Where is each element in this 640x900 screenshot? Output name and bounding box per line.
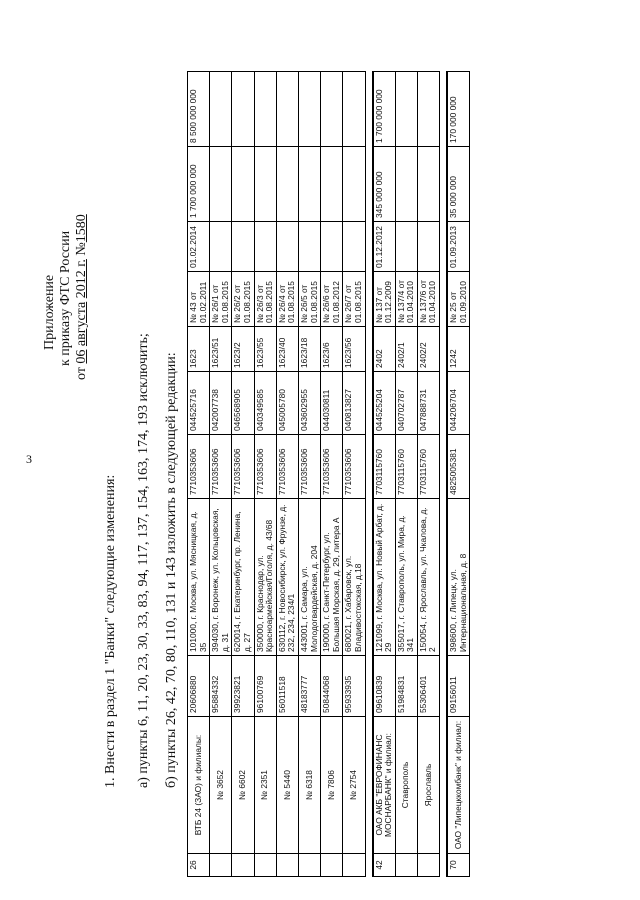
appendix-year: 2012 г. [74, 259, 89, 299]
total-amount: 170 000 000 [447, 72, 470, 147]
row-number: 42 [373, 854, 396, 877]
separator-cell [440, 72, 448, 877]
guarantee-amount [343, 147, 365, 222]
banks-table [187, 71, 470, 877]
bik-code: 042007738 [210, 372, 232, 435]
total-amount [232, 72, 254, 147]
expiry-date: 01.12.2012 [373, 222, 396, 272]
bank-name: ОАО "Липецккомбанк" и филиал: [447, 717, 470, 854]
agreement-number: № 26/5 от 01.08.2015 [298, 272, 320, 327]
bank-address: 630112, г. Новосибирск, ул. Фрунзе, д. 232, 234, 234/1 [276, 499, 298, 656]
guarantee-amount [321, 147, 343, 222]
bank-name: № 6318 [298, 717, 320, 854]
bank-name: Ярославль [417, 717, 439, 854]
group-separator [365, 72, 373, 877]
table-row [395, 72, 417, 877]
okpo-code: 09610839 [373, 656, 396, 717]
bank-address: 355017, г. Ставрополь, ул. Мира, д. 341 [395, 499, 417, 656]
inn-code: 7710353606 [232, 435, 254, 499]
row-number [343, 854, 365, 877]
row-number [254, 854, 276, 877]
guarantee-amount [232, 147, 254, 222]
license-number: 1623/18 [298, 327, 320, 372]
inn-code: 7710353606 [321, 435, 343, 499]
bik-code: 044525204 [373, 372, 396, 435]
bik-code: 046568905 [232, 372, 254, 435]
bik-code: 043602955 [298, 372, 320, 435]
table-row [298, 72, 320, 877]
bank-name: ОАО АКБ "ЕВРОФИНАНС МОСНАРБАНК" и филиал: [373, 717, 396, 854]
table-row [373, 72, 396, 877]
inn-code: 7710353606 [188, 435, 210, 499]
okpo-code: 20606880 [188, 656, 210, 717]
expiry-date [321, 222, 343, 272]
inn-code: 7710353606 [254, 435, 276, 499]
bik-code: 044525716 [188, 372, 210, 435]
appendix-number-prefix: № [74, 242, 89, 256]
inn-code: 7703115760 [373, 435, 396, 499]
total-amount: 1 700 000 000 [373, 72, 396, 147]
okpo-code: 95884332 [210, 656, 232, 717]
expiry-date [232, 222, 254, 272]
bank-name: № 2351 [254, 717, 276, 854]
row-number [417, 854, 439, 877]
guarantee-amount [298, 147, 320, 222]
intro-line-1: 1. Внести в раздел 1 "Банки" следующие изменения: [103, 474, 118, 788]
agreement-number: № 26/7 от 01.08.2015 [343, 272, 365, 327]
expiry-date: 01.02.2014 [188, 222, 210, 272]
bik-code: 044030811 [321, 372, 343, 435]
license-number: 1623/40 [276, 327, 298, 372]
inn-code: 7703115760 [417, 435, 439, 499]
bank-name: Ставрополь [395, 717, 417, 854]
bik-code: 047888731 [417, 372, 439, 435]
total-amount [276, 72, 298, 147]
bik-code: 044206704 [447, 372, 470, 435]
agreement-number: № 137/6 от 01.04.2010 [417, 272, 439, 327]
bank-address: 443001, г. Самара, ул. Молодогвардейская, д. 204 [298, 499, 320, 656]
bik-code: 040813827 [343, 372, 365, 435]
license-number: 2402/2 [417, 327, 439, 372]
expiry-date [395, 222, 417, 272]
agreement-number: № 25 от 01.09.2010 [447, 272, 470, 327]
okpo-code: 48183777 [298, 656, 320, 717]
license-number: 1623/51 [210, 327, 232, 372]
appendix-month: августа [74, 301, 89, 347]
total-amount [321, 72, 343, 147]
inn-code: 7710353606 [276, 435, 298, 499]
row-number [232, 854, 254, 877]
table-row [343, 72, 365, 877]
appendix-date-prefix: от [74, 363, 89, 380]
table-row [232, 72, 254, 877]
agreement-number: № 43 от 01.02.2011 [188, 272, 210, 327]
appendix-order-ref: к приказу ФТС России [58, 230, 73, 366]
license-number: 1623 [188, 327, 210, 372]
license-number: 1623/6 [321, 327, 343, 372]
bank-address: 394030, г. Воронеж, ул. Кольцовская, д. 31 [210, 499, 232, 656]
inn-code: 4825005381 [447, 435, 470, 499]
bik-code: 040702787 [395, 372, 417, 435]
license-number: 1623/55 [254, 327, 276, 372]
license-number: 1623/56 [343, 327, 365, 372]
row-number [298, 854, 320, 877]
bank-address: 150054, г. Ярославль, ул. Чкалова, д. 2 [417, 499, 439, 656]
total-amount [298, 72, 320, 147]
inn-code: 7710353606 [298, 435, 320, 499]
inn-code: 7710353606 [210, 435, 232, 499]
okpo-code: 56011518 [276, 656, 298, 717]
separator-cell [365, 72, 373, 877]
bik-code: 040349585 [254, 372, 276, 435]
total-amount: 8 500 000 000 [188, 72, 210, 147]
expiry-date [298, 222, 320, 272]
okpo-code: 09156011 [447, 656, 470, 717]
total-amount [210, 72, 232, 147]
appendix-number: 1580 [74, 214, 89, 243]
inn-code: 7703115760 [395, 435, 417, 499]
bank-address: 620014, г. Екатеринбург, пр. Ленина, д. 27 [232, 499, 254, 656]
expiry-date [343, 222, 365, 272]
license-number: 2402 [373, 327, 396, 372]
okpo-code: 96100769 [254, 656, 276, 717]
bank-address: 350000, г. Краснодар, ул. Красноармейская/Гоголя, д. 43/68 [254, 499, 276, 656]
bank-address: 680021, г. Хабаровск, ул. Владивостокская, д.18 [343, 499, 365, 656]
appendix-header [42, 214, 90, 380]
agreement-number: № 137 от 01.12.2009 [373, 272, 396, 327]
expiry-date [417, 222, 439, 272]
okpo-code: 51984831 [395, 656, 417, 717]
agreement-number: № 26/6 от 01.08.2012 [321, 272, 343, 327]
row-number [395, 854, 417, 877]
total-amount [254, 72, 276, 147]
bank-address: 121099, г. Москва, ул. Новый Арбат, д. 29 [373, 499, 396, 656]
agreement-number: № 137/4 от 01.04.2010 [395, 272, 417, 327]
intro-line-3: б) пункты 26, 42, 70, 80, 110, 131 и 143 изложить в следующей редакции: [164, 352, 179, 788]
okpo-code: 50844068 [321, 656, 343, 717]
table-row [447, 72, 470, 877]
row-number [321, 854, 343, 877]
table-row [321, 72, 343, 877]
bank-address: 398600, г. Липецк, ул. Интернациональная, д. 8 [447, 499, 470, 656]
guarantee-amount [210, 147, 232, 222]
guarantee-amount: 1 700 000 000 [188, 147, 210, 222]
table-row [210, 72, 232, 877]
appendix-title: Приложение [42, 274, 57, 350]
page-number: 3 [26, 452, 32, 466]
guarantee-amount [254, 147, 276, 222]
agreement-number: № 26/1 от 01.08.2015 [210, 272, 232, 327]
bank-name: № 6602 [232, 717, 254, 854]
bik-code: 045005780 [276, 372, 298, 435]
expiry-date: 01.09.2013 [447, 222, 470, 272]
bank-name: ВТБ 24 (ЗАО) и филиалы: [188, 717, 210, 854]
bank-name: № 2754 [343, 717, 365, 854]
inn-code: 7710353606 [343, 435, 365, 499]
total-amount [417, 72, 439, 147]
total-amount [395, 72, 417, 147]
row-number: 26 [188, 854, 210, 877]
expiry-date [210, 222, 232, 272]
agreement-number: № 26/4 от 01.08.2015 [276, 272, 298, 327]
intro-line-2: а) пункты 6, 11, 20, 23, 30, 33, 83, 94, 117, 137, 154, 163, 174, 193 исключить; [136, 333, 151, 788]
group-separator [440, 72, 448, 877]
license-number: 2402/1 [395, 327, 417, 372]
license-number: 1623/2 [232, 327, 254, 372]
agreement-number: № 26/3 от 01.08.2015 [254, 272, 276, 327]
table-row [254, 72, 276, 877]
expiry-date [276, 222, 298, 272]
row-number [210, 854, 232, 877]
row-number: 70 [447, 854, 470, 877]
okpo-code: 39923821 [232, 656, 254, 717]
bank-address: 190000, г. Санкт-Петербург, ул. Большая Морская, д. 29, литера А [321, 499, 343, 656]
appendix-day: 06 [74, 349, 89, 364]
guarantee-amount [417, 147, 439, 222]
expiry-date [254, 222, 276, 272]
license-number: 1242 [447, 327, 470, 372]
okpo-code: 95933935 [343, 656, 365, 717]
table-row [276, 72, 298, 877]
guarantee-amount [276, 147, 298, 222]
table-row [188, 72, 210, 877]
guarantee-amount: 35 000 000 [447, 147, 470, 222]
guarantee-amount [395, 147, 417, 222]
appendix-date-line [74, 214, 90, 380]
okpo-code: 55306401 [417, 656, 439, 717]
bank-address: 101000, г. Москва, ул. Мясницкая, д. 35 [188, 499, 210, 656]
bank-name: № 5440 [276, 717, 298, 854]
bank-name: № 7806 [321, 717, 343, 854]
total-amount [343, 72, 365, 147]
guarantee-amount: 345 000 000 [373, 147, 396, 222]
row-number [276, 854, 298, 877]
bank-name: № 3652 [210, 717, 232, 854]
table-row [417, 72, 439, 877]
agreement-number: № 26/2 от 01.08.2015 [232, 272, 254, 327]
